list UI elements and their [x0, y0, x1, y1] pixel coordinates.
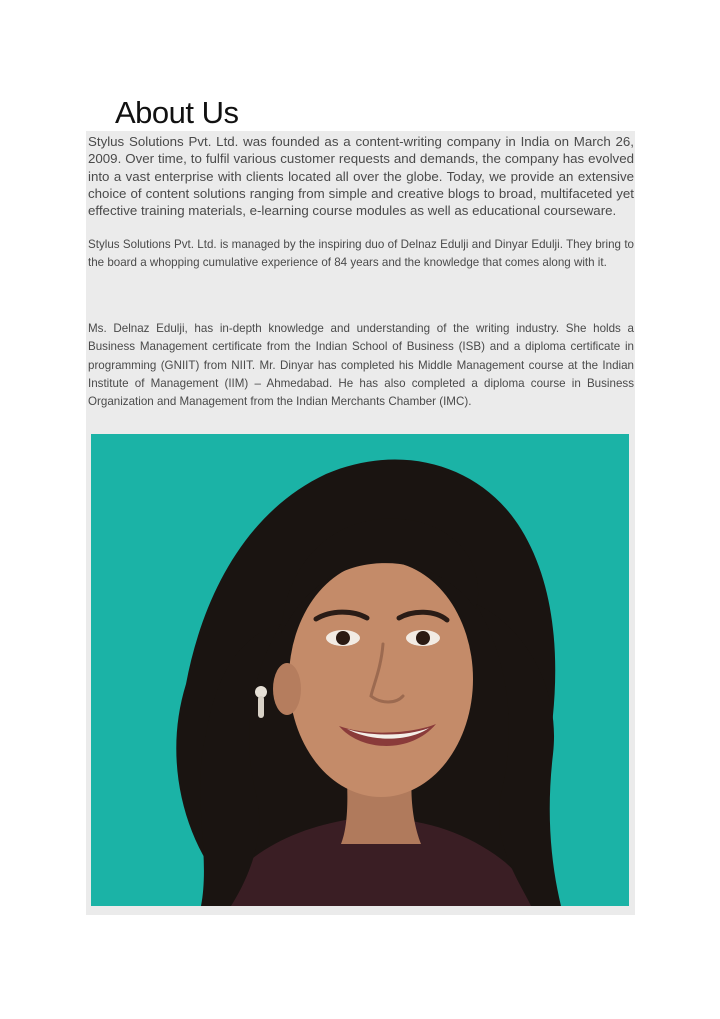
founders-bio-paragraph: Ms. Delnaz Edulji, has in-depth knowledge and understanding of the writing industry. She holds a Business Management certificate from the Indian School of Business (ISB) and a diploma certificate in programming (GNIIT) from NIIT. Mr. Dinyar has completed his Middle Management course at the Indian Institute of Management (IIM) – Ahmedabad. He has also completed a diploma course in Business Organization and Management from the Indian Merchants Chamber (IMC). [88, 322, 634, 409]
portrait-illustration [91, 434, 629, 906]
about-content-panel [86, 131, 635, 915]
page-title: About Us [115, 95, 239, 130]
intro-paragraph: Stylus Solutions Pvt. Ltd. was founded as a content-writing company in India on March 26, 2009. Over time, to fulfil various customer requests and demands, the company has evolved into a vast enterprise with clients located all over the globe. Today, we provide an extensive choice of content solutions ranging from simple and creative blogs to broad, multifaceted yet effective training materials, e-learning course modules as well as educational courseware. [88, 134, 634, 219]
portrait-photo [91, 434, 629, 906]
management-paragraph: Stylus Solutions Pvt. Ltd. is managed by the inspiring duo of Delnaz Edulji and Dinyar Edulji. They bring to the board a whopping cumulative experience of 84 years and the knowledge that comes along with it. [88, 238, 634, 270]
